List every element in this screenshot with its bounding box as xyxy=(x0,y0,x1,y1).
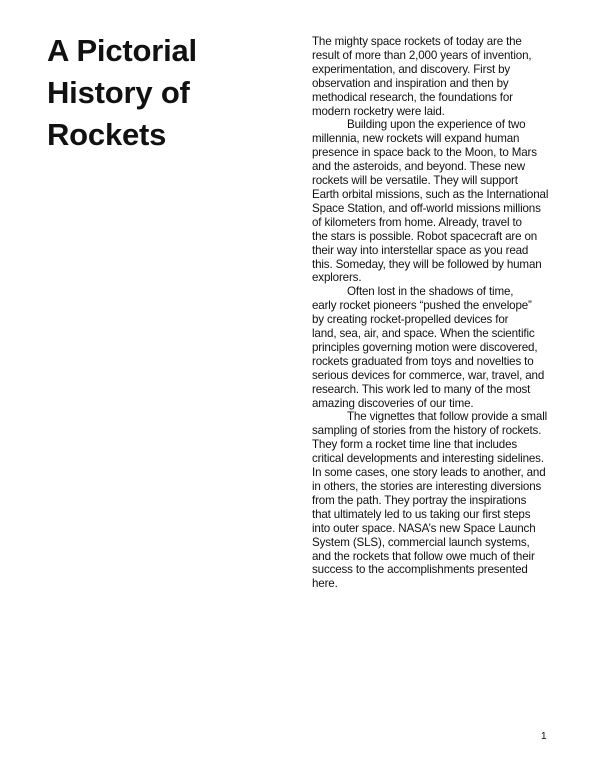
paragraph xyxy=(312,118,582,285)
text-line: methodical research, the foundations for xyxy=(312,90,513,104)
text-line: The vignettes that follow provide a small xyxy=(347,410,548,424)
text-line: critical developments and interesting sidelines. xyxy=(312,452,544,466)
text-line: System (SLS), commercial launch systems, xyxy=(312,535,530,549)
body-text xyxy=(312,35,582,591)
text-line: in others, the stories are interesting diversions xyxy=(312,480,542,493)
text-line: that ultimately led to us taking our first steps xyxy=(312,507,531,521)
text-line: the stars is possible. Robot spacecraft are on xyxy=(312,229,538,243)
paragraph xyxy=(312,35,582,118)
text-line: The mighty space rockets of today are the xyxy=(312,35,522,48)
text-line: In some cases, one story leads to another, and xyxy=(312,466,546,480)
text-line: Earth orbital missions, such as the International xyxy=(312,187,549,201)
text-line: result of more than 2,000 years of invention, xyxy=(312,48,532,62)
text-line: presence in space back to the Moon, to Mars xyxy=(312,146,537,160)
text-line: amazing discoveries of our time. xyxy=(312,396,474,410)
title-line: Rockets xyxy=(47,117,167,152)
text-line: land, sea, air, and space. When the scientific xyxy=(312,327,535,341)
text-line: research. This work led to many of the most xyxy=(312,382,531,396)
text-line: explorers. xyxy=(312,271,362,285)
text-line: observation and inspiration and then by xyxy=(312,76,509,90)
text-line: principles governing motion were discovered, xyxy=(312,340,538,354)
text-line: of kilometers from home. Already, travel to xyxy=(312,215,522,229)
text-line: success to the accomplishments presented xyxy=(312,563,528,577)
text-line: this. Someday, they will be followed by human xyxy=(312,257,542,271)
text-line: here. xyxy=(312,577,338,591)
page-number: 1 xyxy=(541,731,547,742)
text-line: serious devices for commerce, war, travel, and xyxy=(312,368,545,382)
text-line: into outer space. NASA’s new Space Launch xyxy=(312,521,536,535)
text-line: and the rockets that follow owe much of their xyxy=(312,549,535,563)
text-line: Often lost in the shadows of time, xyxy=(347,285,514,299)
page-title xyxy=(47,30,197,156)
title-line: A Pictorial xyxy=(47,33,197,68)
text-line: rockets will be versatile. They will support xyxy=(312,174,518,188)
paragraph xyxy=(312,410,582,591)
text-line: They form a rocket time line that includes xyxy=(312,438,518,452)
text-line: rockets graduated from toys and novelties to xyxy=(312,354,534,368)
text-line: Building upon the experience of two xyxy=(347,118,526,132)
text-line: early rocket pioneers “pushed the envelope” xyxy=(312,299,532,313)
text-line: by creating rocket-propelled devices for xyxy=(312,313,509,327)
title-line: History of xyxy=(47,75,190,110)
text-line: Space Station, and off-world missions millions xyxy=(312,201,541,215)
text-line: their way into interstellar space as you read xyxy=(312,243,529,257)
paragraph xyxy=(312,285,582,410)
text-line: modern rocketry were laid. xyxy=(312,104,445,118)
text-line: millennia, new rockets will expand human xyxy=(312,132,520,146)
text-line: sampling of stories from the history of rockets. xyxy=(312,424,542,438)
text-line: experimentation, and discovery. First by xyxy=(312,62,511,76)
text-line: and the asteroids, and beyond. These new xyxy=(312,160,525,174)
text-line: from the path. They portray the inspirations xyxy=(312,493,527,507)
